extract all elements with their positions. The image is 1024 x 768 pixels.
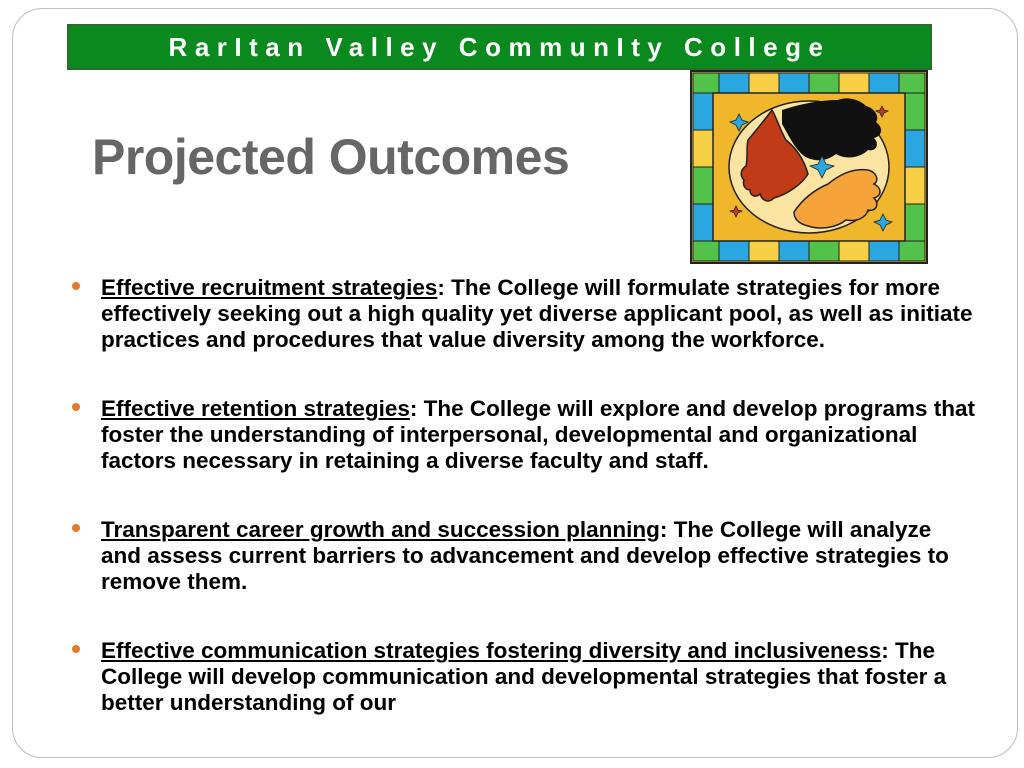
outcome-term: Effective recruitment strategies — [101, 275, 438, 300]
list-item — [72, 275, 977, 353]
slide-title: Projected Outcomes — [92, 129, 570, 185]
outcome-text: The College will formulate strategies for more effectively seeking out a high quality yet diverse applicant pool, as well as initiate practices and procedures that value diversity among the workforce. — [101, 275, 973, 352]
outcome-term: Effective retention strategies — [101, 396, 410, 421]
college-banner: RarItan Valley CommunIty College — [67, 24, 932, 70]
bullet-dot-icon — [72, 403, 80, 411]
bullet-dot-icon — [72, 524, 80, 532]
bullet-dot-icon — [72, 282, 80, 290]
list-item — [72, 517, 977, 595]
diversity-hands-icon — [690, 70, 928, 264]
outcome-separator: : — [659, 517, 668, 542]
outcome-term: Effective communication strategies fostering diversity and inclusiveness — [101, 638, 882, 663]
outcome-text: The College will develop communication and developmental strategies that foster a better understanding of our — [101, 638, 947, 715]
list-item — [72, 396, 977, 474]
outcomes-list — [72, 275, 977, 759]
outcome-separator: : — [437, 275, 445, 300]
outcome-separator: : — [409, 396, 418, 421]
outcome-separator: : — [881, 638, 889, 663]
outcome-term: Transparent career growth and succession planning — [101, 517, 660, 542]
bullet-dot-icon — [72, 645, 80, 653]
outcome-text: The College will explore and develop programs that foster the understanding of interpersonal, developmental and organizational factors necessary in retaining a diverse faculty and staff. — [101, 396, 975, 473]
outcome-text: The College will analyze and assess current barriers to advancement and develop effective strategies to remove them. — [101, 517, 949, 594]
list-item — [72, 638, 977, 716]
